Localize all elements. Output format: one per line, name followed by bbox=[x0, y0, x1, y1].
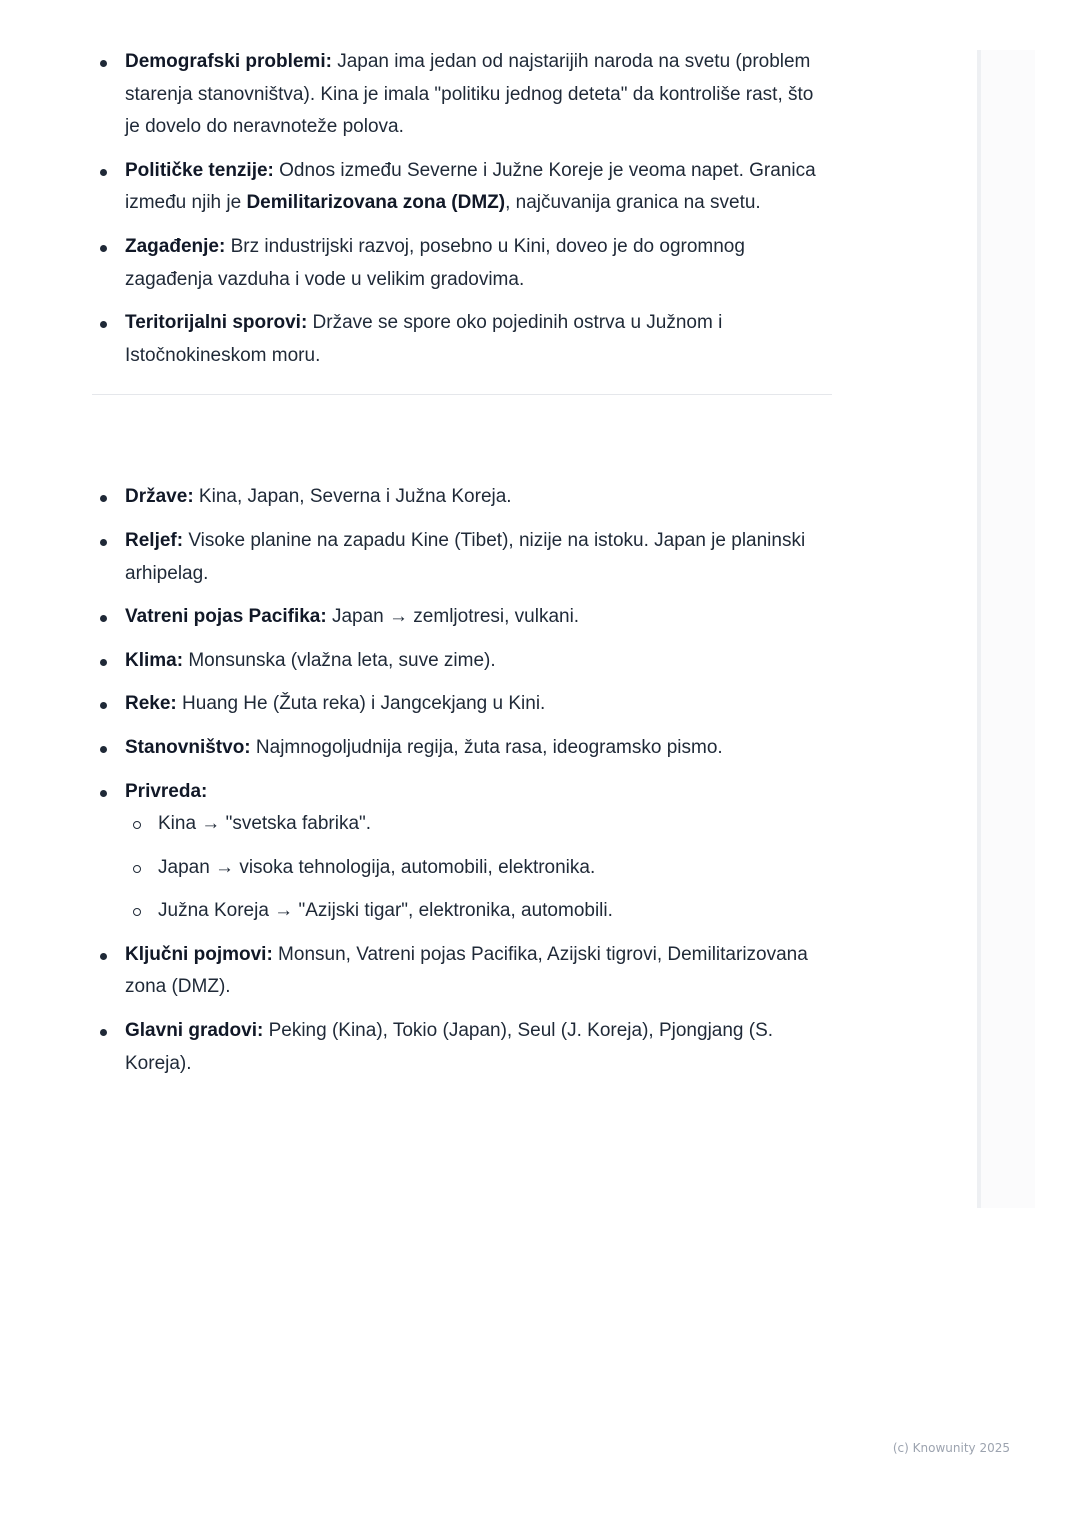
sub-list-item: Južna Koreja → "Azijski tigar", elektronika, automobili. bbox=[125, 895, 832, 928]
list-item: Privreda: Kina → "svetska fabrika". Japan → visoka tehnologija, automobili, elektronika. Južna Koreja → "Azijski tigar", elektronika, automobili. bbox=[92, 776, 832, 928]
sub-list-item: Kina → "svetska fabrika". bbox=[125, 808, 832, 841]
list-item: Demografski problemi: Japan ima jedan od najstarijih naroda na svetu (problem starenja stanovništva). Kina je imala "politiku jednog deteta" da kontroliše rast, što je dovelo do neravnoteže polova. bbox=[92, 46, 832, 144]
list-item: Reke: Huang He (Žuta reka) i Jangcekjang u Kini. bbox=[92, 688, 832, 721]
list-item: Države: Kina, Japan, Severna i Južna Koreja. bbox=[92, 481, 832, 514]
list-item: Klima: Monsunska (vlažna leta, suve zime). bbox=[92, 645, 832, 678]
list-item: Teritorijalni sporovi: Države se spore oko pojedinih ostrva u Južnom i Istočnokineskom moru. bbox=[92, 307, 832, 372]
economy-sublist bbox=[125, 808, 832, 928]
scrollbar[interactable] bbox=[977, 50, 1035, 1208]
list-item: Ključni pojmovi: Monsun, Vatreni pojas Pacifika, Azijski tigrovi, Demilitarizovana zona (DMZ). bbox=[92, 939, 832, 1004]
list-item: Političke tenzije: Odnos između Severne i Južne Koreje je veoma napet. Granica između njih je Demilitarizovana zona (DMZ), najčuvanija granica na svetu. bbox=[92, 155, 832, 220]
list-item: Zagađenje: Brz industrijski razvoj, posebno u Kini, doveo je do ogromnog zagađenja vazduha i vode u velikim gradovima. bbox=[92, 231, 832, 296]
list-item: Reljef: Visoke planine na zapadu Kine (Tibet), nizije na istoku. Japan je planinski arhipelag. bbox=[92, 525, 832, 590]
list-item: Glavni gradovi: Peking (Kina), Tokio (Japan), Seul (J. Koreja), Pjongjang (S. Koreja). bbox=[92, 1015, 832, 1080]
section-heading: Podsetnik za test bbox=[92, 432, 338, 466]
problems-list bbox=[92, 46, 832, 372]
list-item: Vatreni pojas Pacifika: Japan → zemljotresi, vulkani. bbox=[92, 601, 832, 634]
sub-list-item: Japan → visoka tehnologija, automobili, elektronika. bbox=[125, 852, 832, 885]
copyright-footer: (c) Knowunity 2025 bbox=[892, 1441, 1010, 1455]
document-content bbox=[92, 46, 832, 1091]
reminder-list bbox=[92, 481, 832, 1080]
list-item: Stanovništvo: Najmnogoljudnija regija, žuta rasa, ideogramsko pismo. bbox=[92, 732, 832, 765]
section-divider bbox=[92, 394, 832, 395]
